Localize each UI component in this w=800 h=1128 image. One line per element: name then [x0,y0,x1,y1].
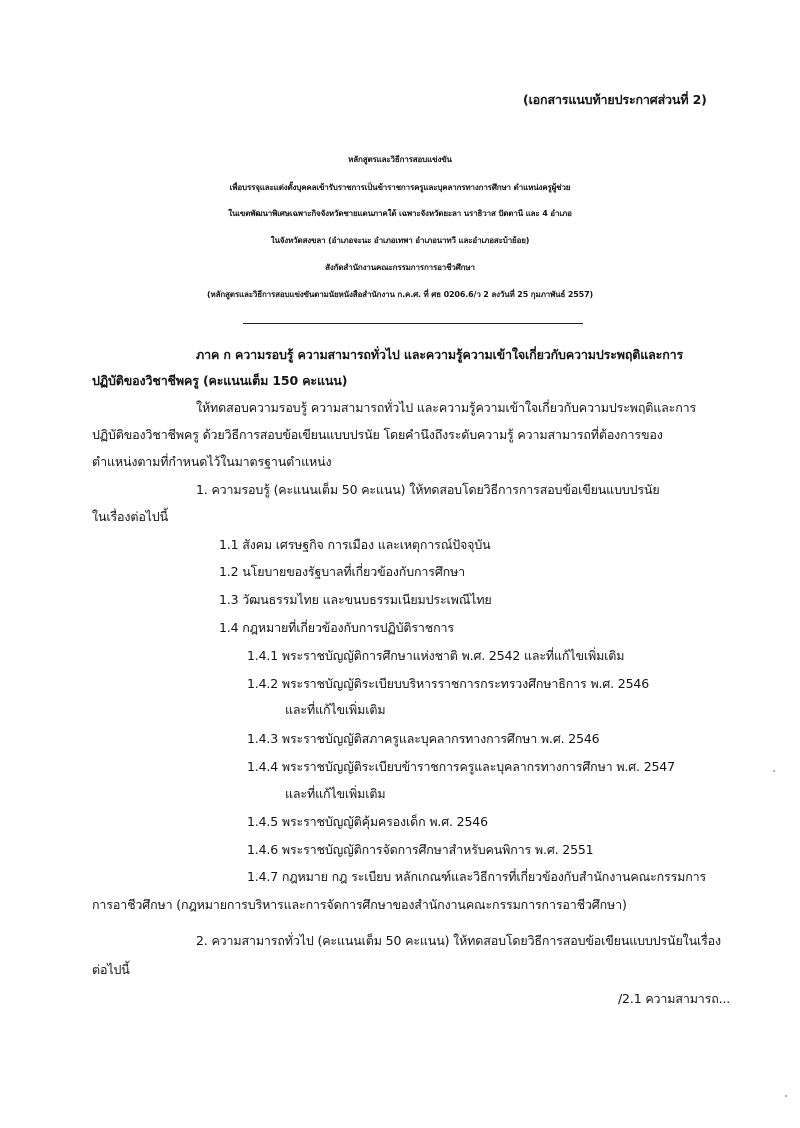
item-2-line-2: ต่อไปนี้ [92,962,130,977]
law-1-4-4-cont: และที่แก้ไขเพิ่มเติม [285,786,386,801]
law-1-4-2: 1.4.2 พระราชบัญญัติระเบียบบริหารราชการกระทรวงศึกษาธิการ พ.ศ. 2546 [247,676,649,691]
sub-item-1-1: 1.1 สังคม เศรษฐกิจ การเมือง และเหตุการณ์ปัจจุบัน [219,537,491,552]
title-line-1: หลักสูตรและวิธีการสอบแข่งขัน [348,155,452,164]
section-a-heading-2: ปฏิบัติของวิชาชีพครู (คะแนนเต็ม 150 คะแนน) [92,373,348,388]
law-1-4-5: 1.4.5 พระราชบัญญัติคุ้มครองเด็ก พ.ศ. 2546 [247,814,488,829]
intro-line-1: ให้ทดสอบความรอบรู้ ความสามารถทั่วไป และความรู้ความเข้าใจเกี่ยวกับความประพฤติและการ [196,400,697,415]
scan-speck [773,770,775,772]
title-line-5: สังกัดสำนักงานคณะกรรมการการอาชีวศึกษา [325,263,475,272]
item-1-line-1: 1. ความรอบรู้ (คะแนนเต็ม 50 คะแนน) ให้ทดสอบโดยวิธีการการสอบข้อเขียนแบบปรนัย [196,482,660,497]
sub-item-1-3: 1.3 วัฒนธรรมไทย และขนบธรรมเนียมประเพณีไทย [219,592,492,607]
law-1-4-7-cont: การอาชีวศึกษา (กฎหมายการบริหารและการจัดการศึกษาของสำนักงานคณะกรรมการการอาชีวศึกษา) [92,897,627,912]
item-2-line-1: 2. ความสามารถทั่วไป (คะแนนเต็ม 50 คะแนน) ให้ทดสอบโดยวิธีการสอบข้อเขียนแบบปรนัยในเรื่อง [196,933,721,948]
scan-speck [785,1095,787,1097]
divider [243,323,583,324]
law-1-4-1: 1.4.1 พระราชบัญญัติการศึกษาแห่งชาติ พ.ศ. 2542 และที่แก้ไขเพิ่มเติม [247,648,625,663]
intro-line-2: ปฏิบัติของวิชาชีพครู ด้วยวิธีการสอบข้อเขียนแบบปรนัย โดยคำนึงถึงระดับความรู้ ความสามารถที่ต้องการของ [92,427,663,442]
law-1-4-2-cont: และที่แก้ไขเพิ่มเติม [285,702,386,717]
law-1-4-4: 1.4.4 พระราชบัญญัติระเบียบข้าราชการครูและบุคลากรทางการศึกษา พ.ศ. 2547 [247,759,675,774]
continuation-note: /2.1 ความสามารถ... [618,991,731,1006]
title-line-2: เพื่อบรรจุและแต่งตั้งบุคคลเข้ารับราชการเป็นข้าราชการครูและบุคลากรทางการศึกษา ตำแหน่งครูผู้ช่วย [229,183,571,192]
law-1-4-6: 1.4.6 พระราชบัญญัติการจัดการศึกษาสำหรับคนพิการ พ.ศ. 2551 [247,842,594,857]
section-a-heading-1: ภาค ก ความรอบรู้ ความสามารถทั่วไป และความรู้ความเข้าใจเกี่ยวกับความประพฤติและการ [196,347,684,362]
law-1-4-3: 1.4.3 พระราชบัญญัติสภาครูและบุคลากรทางการศึกษา พ.ศ. 2546 [247,731,600,746]
title-line-6: (หลักสูตรและวิธีการสอบแข่งขันตามนัยหนังสือสำนักงาน ก.ค.ศ. ที่ ศธ 0206.6/ว 2 ลงวันที่ 25 กุมภาพันธ์ 2557) [206,290,594,299]
intro-line-3: ตำแหน่งตามที่กำหนดไว้ในมาตรฐานตำแหน่ง [92,454,332,469]
title-line-4: ในจังหวัดสงขลา (อำเภอจะนะ อำเภอเทพา อำเภอนาทวี และอำเภอสะบ้าย้อย) [270,236,530,245]
sub-item-1-2: 1.2 นโยบายของรัฐบาลที่เกี่ยวข้องกับการศึกษา [219,564,465,579]
item-1-line-2: ในเรื่องต่อไปนี้ [92,509,168,524]
sub-item-1-4: 1.4 กฎหมายที่เกี่ยวข้องกับการปฏิบัติราชการ [219,620,454,635]
law-1-4-7: 1.4.7 กฎหมาย กฎ ระเบียบ หลักเกณฑ์และวิธีการที่เกี่ยวข้องกับสำนักงานคณะกรรมการ [247,869,707,884]
title-line-3: ในเขตพัฒนาพิเศษเฉพาะกิจจังหวัดชายแดนภาคใต้ เฉพาะจังหวัดยะลา นราธิวาส ปัตตานี และ 4 อำเภอ [228,209,572,218]
attachment-note: (เอกสารแนบท้ายประกาศส่วนที่ 2) [523,92,707,107]
